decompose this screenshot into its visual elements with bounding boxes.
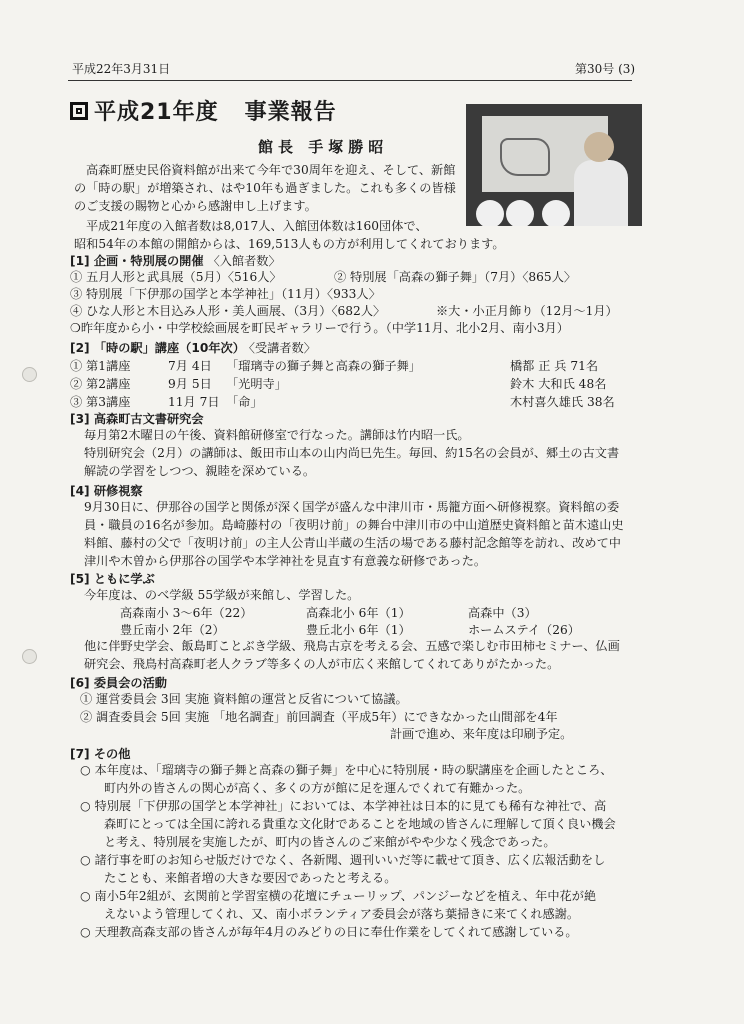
intro-line: 高森町歴史民俗資料館が出来て今年で30周年を迎え、そして、新館 xyxy=(86,163,456,177)
intro-line: 昭和54年の本館の開館からは、169,513人もの方が利用してくれております。 xyxy=(74,237,505,251)
school-entry: 高森南小 3～6年（22） xyxy=(120,606,253,620)
lecturer-head xyxy=(584,132,614,162)
issue-date: 平成22年3月31日 xyxy=(72,62,171,76)
section-heading xyxy=(70,252,281,269)
school-entry: ホームステイ（26） xyxy=(468,623,580,637)
intro-line: のご支援の賜物と心から感謝申し上げます。 xyxy=(74,199,317,213)
body-line: 計画で進め、来年度は印刷予定。 xyxy=(390,727,573,741)
body-line: 毎月第2木曜日の午後、資料館研修室で行なった。講師は竹内昭一氏。 xyxy=(84,428,470,442)
section-heading: [7] その他 xyxy=(70,747,131,761)
lecturer-figure xyxy=(574,160,628,226)
lecture-theme: 「光明寺」 xyxy=(226,377,287,391)
school-entry: 豊丘北小 6年（1） xyxy=(306,623,411,637)
body-line: 9月30日に、伊那谷の国学と関係が深く国学が盛んな中津川市・馬籠方面へ研修視察。資料館の委 xyxy=(84,500,620,514)
body-line: 今年度は、のべ学級 55学級が来館し、学習した。 xyxy=(84,588,360,602)
section-heading: [6] 委員会の活動 xyxy=(70,676,167,690)
body-line: 員・職員の16名が参加。島崎藤村の「夜明け前」の舞台中津川市の中山道歴史資料館と苗木遠山史 xyxy=(84,518,624,532)
list-item: ④ ひな人形と木目込み人形・美人画展、（3月）〈682人〉 xyxy=(70,304,386,318)
lecture-date: 9月 5日 xyxy=(168,377,212,391)
section-heading xyxy=(70,339,316,356)
section-subtitle: 〈入館者数〉 xyxy=(207,254,281,268)
intro-line: の「時の駅」が増築され、はや10年も過ぎました。これも多くの皆様 xyxy=(74,181,456,195)
author: 館長 手塚勝昭 xyxy=(258,138,389,156)
body-line: 料館、藤村の父で「夜明け前」の主人公青山半蔵の生活の場である藤村記念館等を訪れ、改めて中 xyxy=(84,536,621,550)
lecture-photo xyxy=(466,104,642,226)
lecture-theme: 「瑠璃寺の獅子舞と高森の獅子舞」 xyxy=(226,359,421,373)
intro-line: 平成21年度の入館者数は8,017人、入館団体数は160団体で、 xyxy=(86,219,428,233)
body-line: 町内外の皆さんの関心が高く、多くの方が館に足を運んでくれて有難かった。 xyxy=(104,781,531,795)
school-entry: 豊丘南小 2年（2） xyxy=(120,623,225,637)
body-line: 解読の学習をしつつ、親睦を深めている。 xyxy=(84,464,316,478)
body-line: ① 運営委員会 3回 実施 資料館の運営と反省について協議。 xyxy=(80,692,408,706)
title-year: 平成21年度 xyxy=(94,100,219,125)
body-line: たことも、来館者増の大きな要因であったと考える。 xyxy=(104,871,397,885)
punch-hole xyxy=(22,649,37,664)
issue-number: 第30号 (3) xyxy=(575,62,636,76)
audience-head xyxy=(542,200,570,226)
body-line: ○ 特別展「下伊那の国学と本学神社」においては、本学神社は日本的に見ても稀有な神社で、高 xyxy=(80,799,607,813)
audience-head xyxy=(506,200,534,226)
lecture-date: 11月 7日 xyxy=(168,395,220,409)
list-item: ① 五月人形と武具展（5月）〈516人〉 xyxy=(70,270,282,284)
body-line: 特別研究会（2月）の講師は、飯田市山本の山内尚巳先生。毎回、約15名の会員が、郷土の古文書 xyxy=(84,446,620,460)
lecture-theme: 「命」 xyxy=(226,395,263,409)
body-line: 森町にとっては全国に誇れる貴重な文化財であることを地域の皆さんに理解して頂く良い機会 xyxy=(104,817,616,831)
body-line: 津川や木曽から伊那谷の国学や本学神社を見直す有意義な研修であった。 xyxy=(84,554,487,568)
lecture-lecturer: 木村喜久雄氏 38名 xyxy=(510,395,615,409)
map-shape xyxy=(500,138,550,176)
body-line: 他に伴野史学会、飯島町ことぶき学級、飛鳥古京を考える会、五感で楽しむ市田柿セミナー、仏画 xyxy=(84,639,620,653)
list-item: ② 特別展「高森の獅子舞」（7月）〈865人〉 xyxy=(334,270,577,284)
section-title: [2] 「時の駅」講座（10年次） xyxy=(70,341,245,355)
body-line: ○ 天理教高森支部の皆さんが毎年4月のみどりの日に奉仕作業をしてくれて感謝している。 xyxy=(80,925,578,939)
note-line: ❍昨年度から小・中学校絵画展を町民ギャラリーで行う。（中学11月、北小2月、南小3月） xyxy=(70,321,569,335)
section-heading: [5] ともに学ぶ xyxy=(70,572,155,586)
lecture-no: ① 第1講座 xyxy=(70,359,131,373)
list-item: ※大・小正月飾り（12月～1月） xyxy=(436,304,618,318)
lecture-no: ③ 第3講座 xyxy=(70,395,131,409)
list-item: ③ 特別展「下伊那の国学と本学神社」（11月）〈933人〉 xyxy=(70,287,381,301)
school-entry: 高森北小 6年（1） xyxy=(306,606,411,620)
title-sub: 事業報告 xyxy=(244,100,337,125)
header-rule xyxy=(68,80,632,81)
body-line: と考え、特別展を実施したが、町内の皆さんのご来館がやや少なく残念であった。 xyxy=(104,835,556,849)
lecture-lecturer: 鈴木 大和氏 48名 xyxy=(510,377,607,391)
body-line: ○ 諸行事を町のお知らせ版だけでなく、各新聞、週刊いいだ等に載せて頂き、広く広報活動をし xyxy=(80,853,606,867)
school-entry: 高森中（3） xyxy=(468,606,537,620)
section-heading: [4] 研修視察 xyxy=(70,484,143,498)
section-subtitle: 〈受講者数〉 xyxy=(248,341,316,355)
section-title: [1] 企画・特別展の開催 xyxy=(70,254,204,268)
audience-head xyxy=(476,200,504,226)
lecture-date: 7月 4日 xyxy=(168,359,212,373)
square-mark-icon xyxy=(70,102,88,120)
body-line: ○ 南小5年2組が、玄関前と学習室横の花壇にチューリップ、パンジーなどを植え、年中花が絶 xyxy=(80,889,597,903)
body-line: えないよう管理してくれ、又、南小ボランティア委員会が落ち葉掃きに来てくれ感謝。 xyxy=(104,907,580,921)
body-line: ② 調査委員会 5回 実施 「地名調査」前回調査（平成5年）にできなかった山間部を4年 xyxy=(80,710,558,724)
page-title xyxy=(70,95,337,126)
section-heading: [3] 高森町古文書研究会 xyxy=(70,412,204,426)
lecture-no: ② 第2講座 xyxy=(70,377,131,391)
body-line: 研究会、飛鳥村高森町老人クラブ等多くの人が市広く来館してくれてありがたかった。 xyxy=(84,657,560,671)
body-line: ○ 本年度は、「瑠璃寺の獅子舞と高森の獅子舞」を中心に特別展・時の駅講座を企画したところ、 xyxy=(80,763,613,777)
lecture-lecturer: 橋都 正 兵 71名 xyxy=(510,359,599,373)
punch-hole xyxy=(22,367,37,382)
